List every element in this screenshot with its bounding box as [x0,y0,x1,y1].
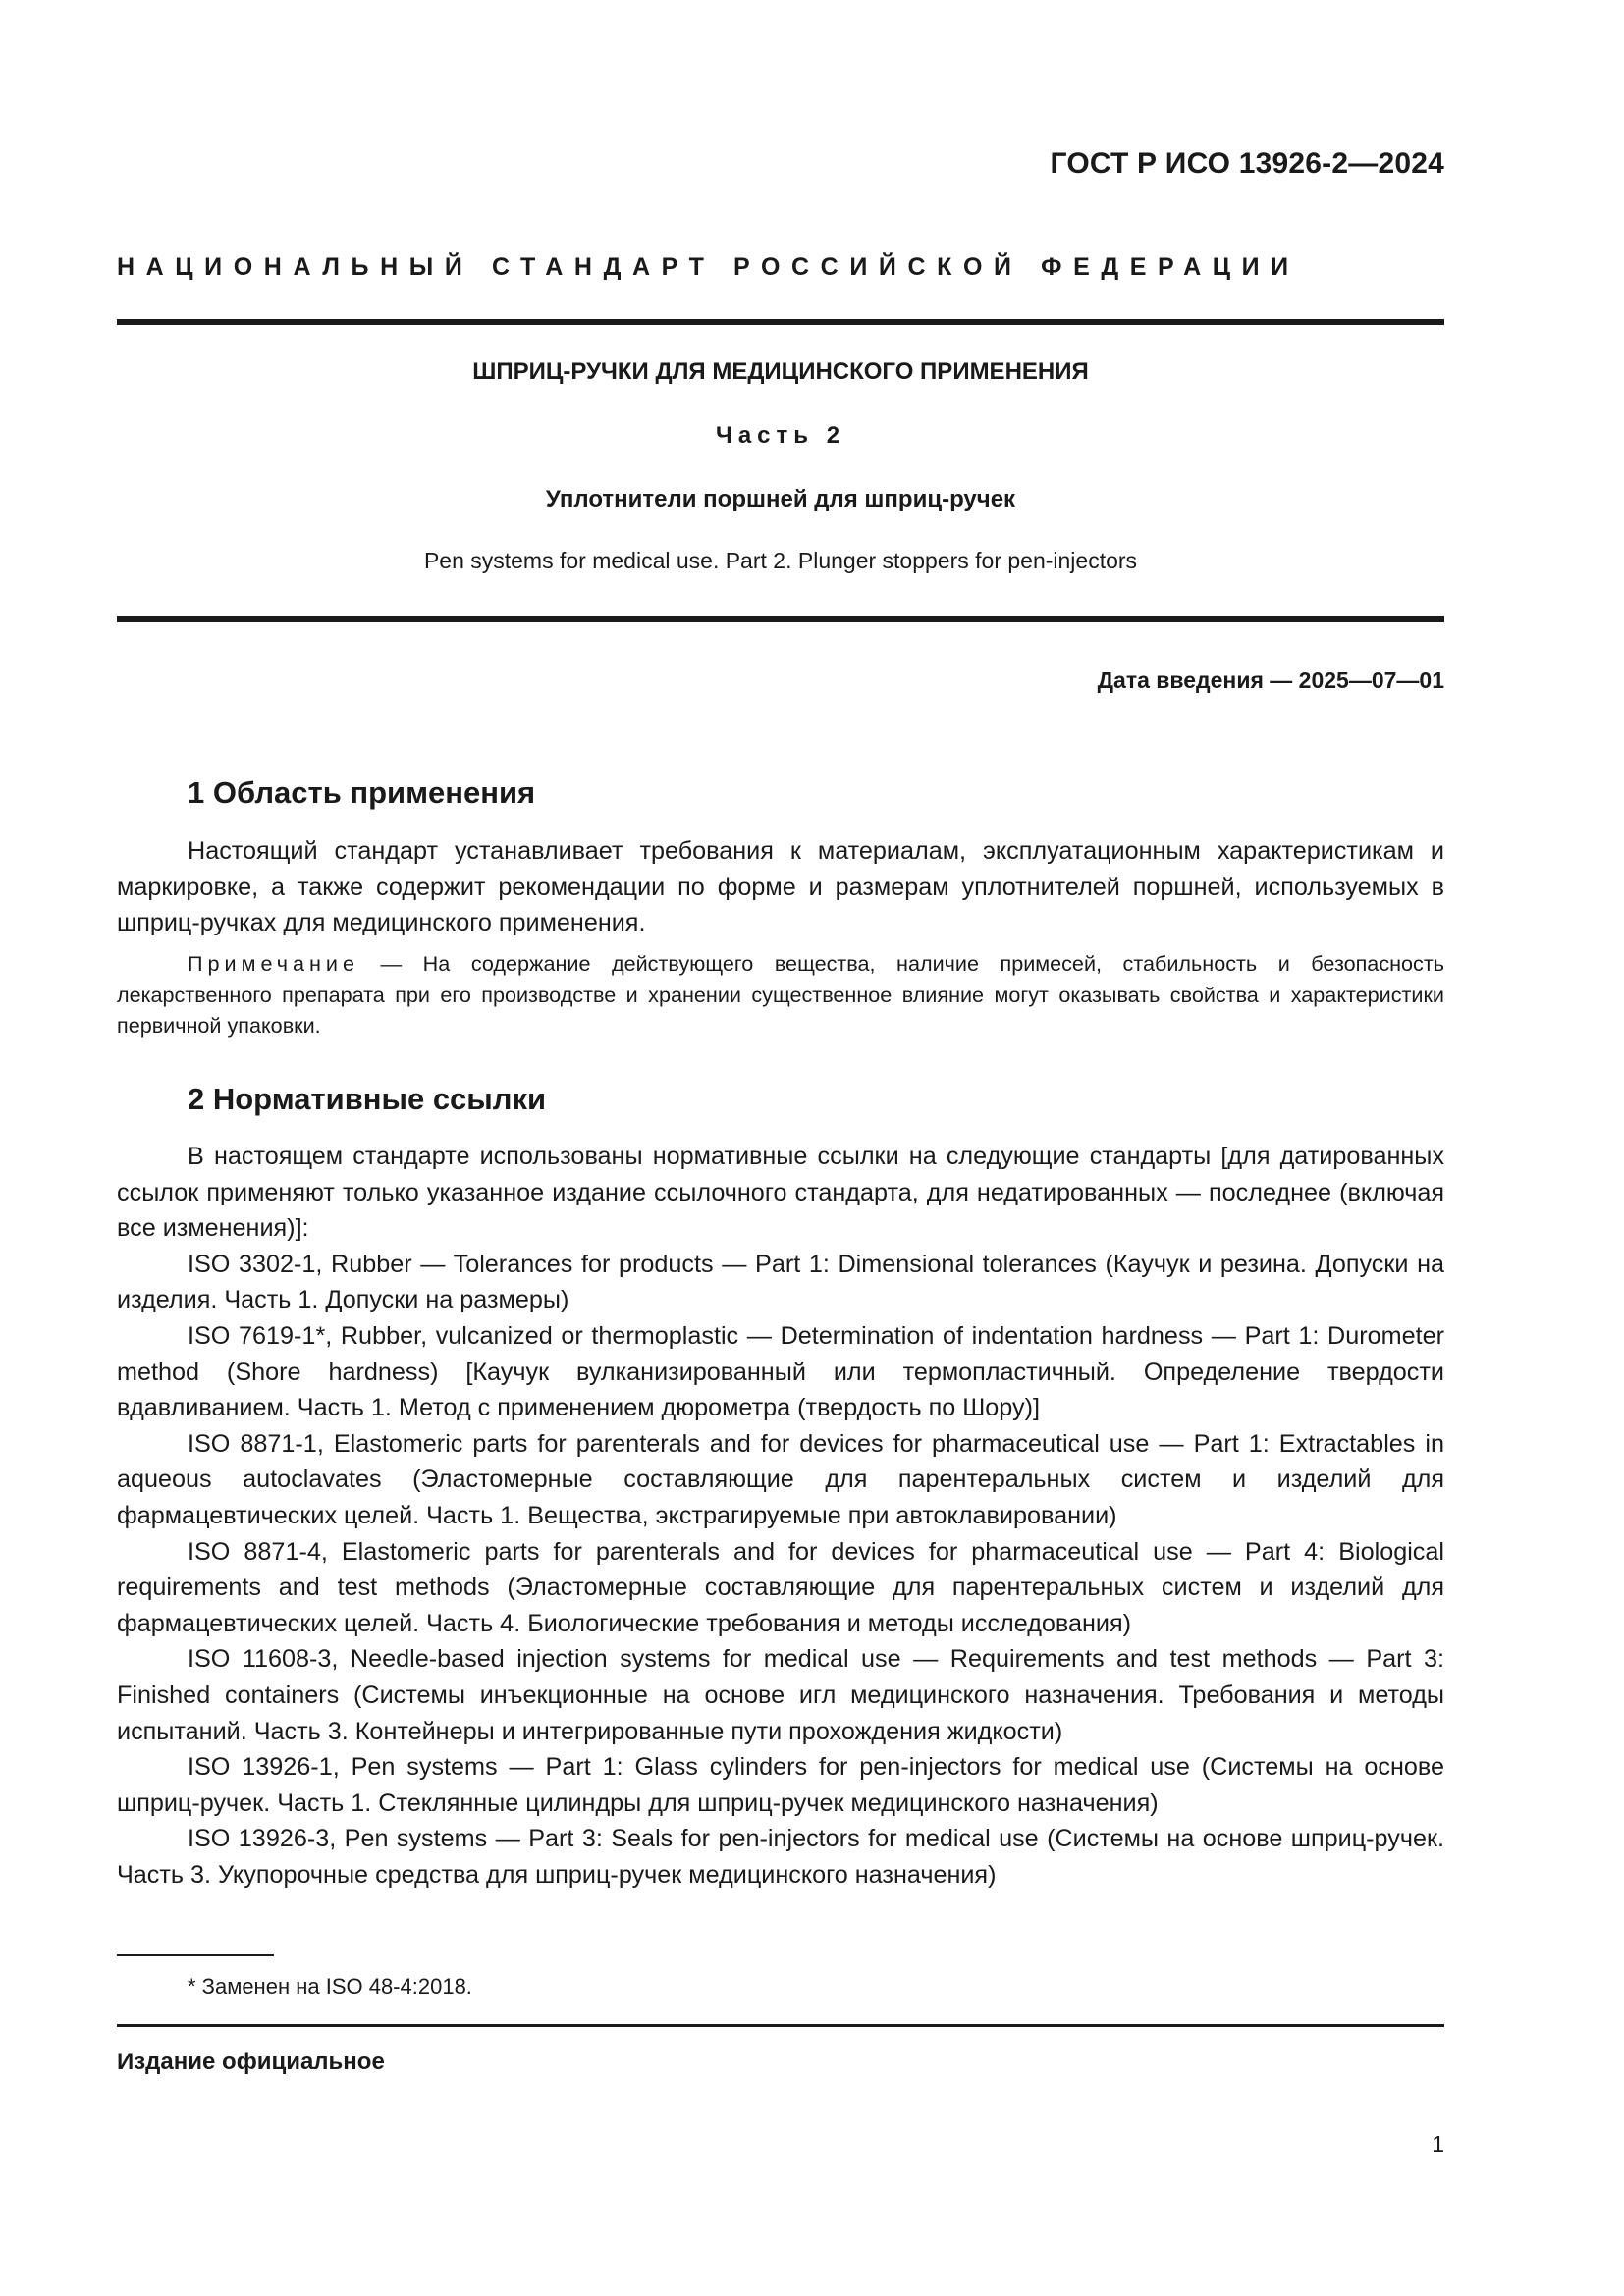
section-1-note [117,948,1444,1041]
note-paragraph [117,948,1444,1041]
part-label: Часть 2 [715,422,846,449]
reference-item: ISO 8871-4, Elastomeric parts for parenterals and for devices for pharmaceutical use — Part 4: Biological requirements and test methods (Эластомерные составляющие для парентеральных систем и изделий для фармацевтических целей. Часть 4. Биологические требования и методы исследования) [117,1537,1444,1637]
part-title: Уплотнители поршней для шприц-ручек [545,486,1016,512]
section-1-heading: 1 Область применения [188,775,536,810]
reference-item: ISO 8871-1, Elastomeric parts for parenterals and for devices for pharmaceutical use — Part 1: Extractables in aqueous autoclavates (Эластомерные составляющие для парентеральных систем и изделий для фармацевтических целей. Часть 1. Вещества, экстрагируемые при автоклавировании) [117,1429,1444,1529]
title-rule [117,616,1444,622]
section-2-heading: 2 Нормативные ссылки [188,1082,547,1116]
references-intro: В настоящем стандарте использованы нормативные ссылки на следующие стандарты [для датированных ссылок применяют только указанное издание ссылочного стандарта, для недатированных — последнее (включая все изменения)]: [117,1143,1444,1243]
footnote: * Заменен на ISO 48-4:2018. [188,1974,472,1999]
reference-item: ISO 3302-1, Rubber — Tolerances for products — Part 1: Dimensional tolerances (Каучук и резина. Допуски на изделия. Часть 1. Допуски на размеры) [117,1250,1444,1314]
reference-item: ISO 13926-1, Pen systems — Part 1: Glass cylinders for pen-injectors for medical use (Системы на основе шприц-ручек. Часть 1. Стеклянные цилиндры для шприц-ручек медицинского назначения) [117,1753,1444,1817]
section-2-body [117,1139,1444,1893]
national-standard-banner: НАЦИОНАЛЬНЫЙ СТАНДАРТ РОССИЙСКОЙ ФЕДЕРАЦИИ [117,253,1300,281]
header-rule [117,319,1444,325]
english-title: Pen systems for medical use. Part 2. Plunger stoppers for pen-injectors [423,548,1138,573]
scope-paragraph: Настоящий стандарт устанавливает требования к материалам, эксплуатационным характеристикам и маркировке, а также содержит рекомендации по форме и размерам уплотнителей поршней, используемых в шприц-ручках для медицинского применения. [117,837,1444,937]
standard-code: ГОСТ Р ИСО 13926-2—2024 [1050,147,1444,180]
reference-item: ISO 11608-3, Needle-based injection systems for medical use — Requirements and test methods — Part 3: Finished containers (Системы инъекционные на основе игл медицинского назначения. Требования и методы испытаний. Часть 3. Контейнеры и интегрированные пути прохождения жидкости) [117,1645,1444,1745]
official-edition-label: Издание официальное [117,2049,385,2075]
page-number: 1 [1432,2131,1444,2157]
introduction-date: Дата введения — 2025—07—01 [1097,667,1444,693]
reference-item: ISO 13926-3, Pen systems — Part 3: Seals for pen-injectors for medical use (Системы на основе шприц-ручек. Часть 3. Укупорочные средства для шприц-ручек медицинского назначения) [117,1825,1444,1889]
section-1-body [117,833,1444,941]
note-label: Примечание [188,951,359,976]
reference-item: ISO 7619-1*, Rubber, vulcanized or thermoplastic — Determination of indentation hardness — Part 1: Durometer method (Shore hardness) [Каучук вулканизированный или термопластичный. Определение твердости вдавливанием. Часть 1. Метод с применением дюрометра (твердость по Шору)] [117,1321,1444,1422]
footnote-rule [117,1954,274,1956]
note-text: — На содержание действующего вещества, наличие примесей, стабильность и безопасность лекарственного препарата при его производстве и хранении существенное влияние могут оказывать свойства и характеристики первичной упаковки. [117,951,1444,1038]
footer-rule [117,2024,1444,2027]
document-title: ШПРИЦ-РУЧКИ ДЛЯ МЕДИЦИНСКОГО ПРИМЕНЕНИЯ [472,358,1089,385]
